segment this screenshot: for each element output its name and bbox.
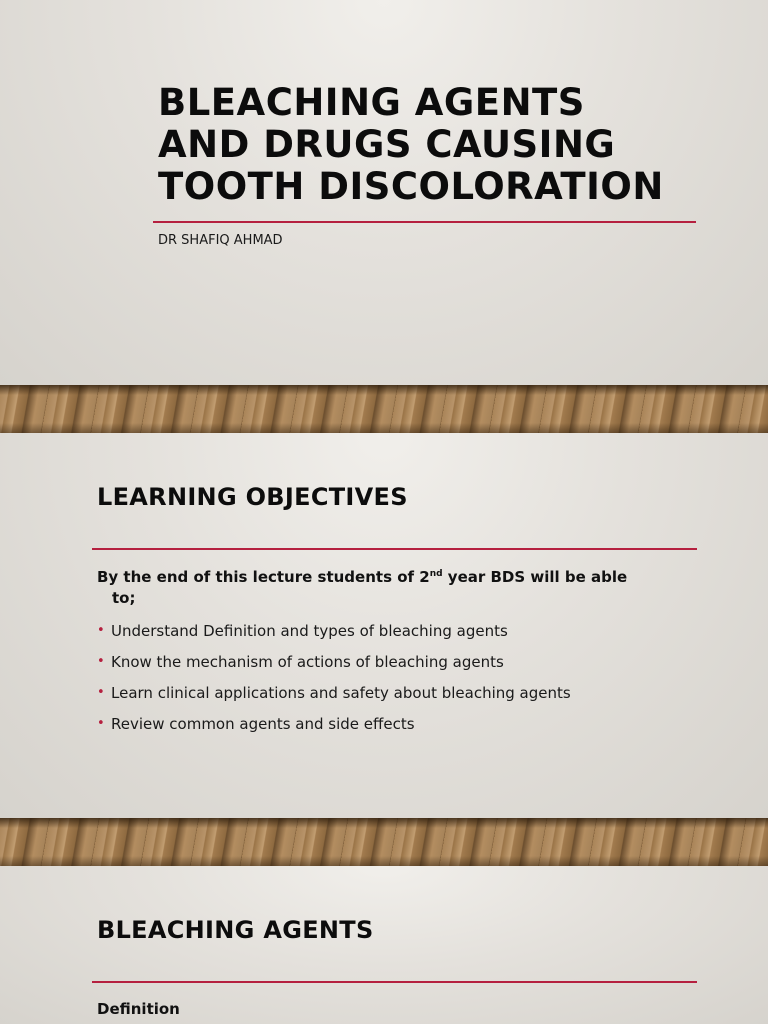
intro-superscript: nd bbox=[429, 569, 443, 579]
wood-floor-divider bbox=[0, 818, 768, 866]
slide-heading: LEARNING OBJECTIVES bbox=[97, 483, 408, 511]
bullet-icon: • bbox=[97, 716, 105, 731]
list-item bbox=[97, 713, 571, 744]
intro-text-line2: to; bbox=[112, 589, 136, 607]
intro-text-cont: year BDS will be able bbox=[442, 568, 628, 586]
slide-bleaching-agents bbox=[0, 866, 768, 1024]
list-item bbox=[97, 651, 571, 682]
slide-heading: BLEACHING AGENTS bbox=[97, 916, 374, 944]
title-line: AND DRUGS CAUSING bbox=[158, 123, 616, 166]
list-item bbox=[97, 620, 571, 651]
slide-title bbox=[0, 0, 768, 385]
list-item-text: Review common agents and side effects bbox=[111, 715, 415, 733]
list-item bbox=[97, 682, 571, 713]
definition-label: Definition bbox=[97, 1000, 180, 1018]
wood-floor-divider bbox=[0, 385, 768, 433]
bullet-icon: • bbox=[97, 654, 105, 669]
objectives-list bbox=[97, 620, 571, 744]
title-divider bbox=[153, 221, 696, 223]
slide-learning-objectives bbox=[0, 433, 768, 818]
author-subtitle: DR SHAFIQ AHMAD bbox=[158, 233, 283, 248]
presentation-title bbox=[158, 82, 718, 208]
heading-divider bbox=[92, 981, 697, 983]
list-item-text: Know the mechanism of actions of bleaching agents bbox=[111, 653, 504, 671]
bullet-icon: • bbox=[97, 623, 105, 638]
intro-text: By the end of this lecture students of 2 bbox=[97, 568, 430, 586]
heading-divider bbox=[92, 548, 697, 550]
bullet-icon: • bbox=[97, 685, 105, 700]
objectives-intro bbox=[97, 567, 687, 609]
title-line: TOOTH DISCOLORATION bbox=[158, 165, 664, 208]
list-item-text: Understand Definition and types of bleaching agents bbox=[111, 622, 508, 640]
list-item-text: Learn clinical applications and safety about bleaching agents bbox=[111, 684, 571, 702]
title-line: BLEACHING AGENTS bbox=[158, 81, 585, 124]
